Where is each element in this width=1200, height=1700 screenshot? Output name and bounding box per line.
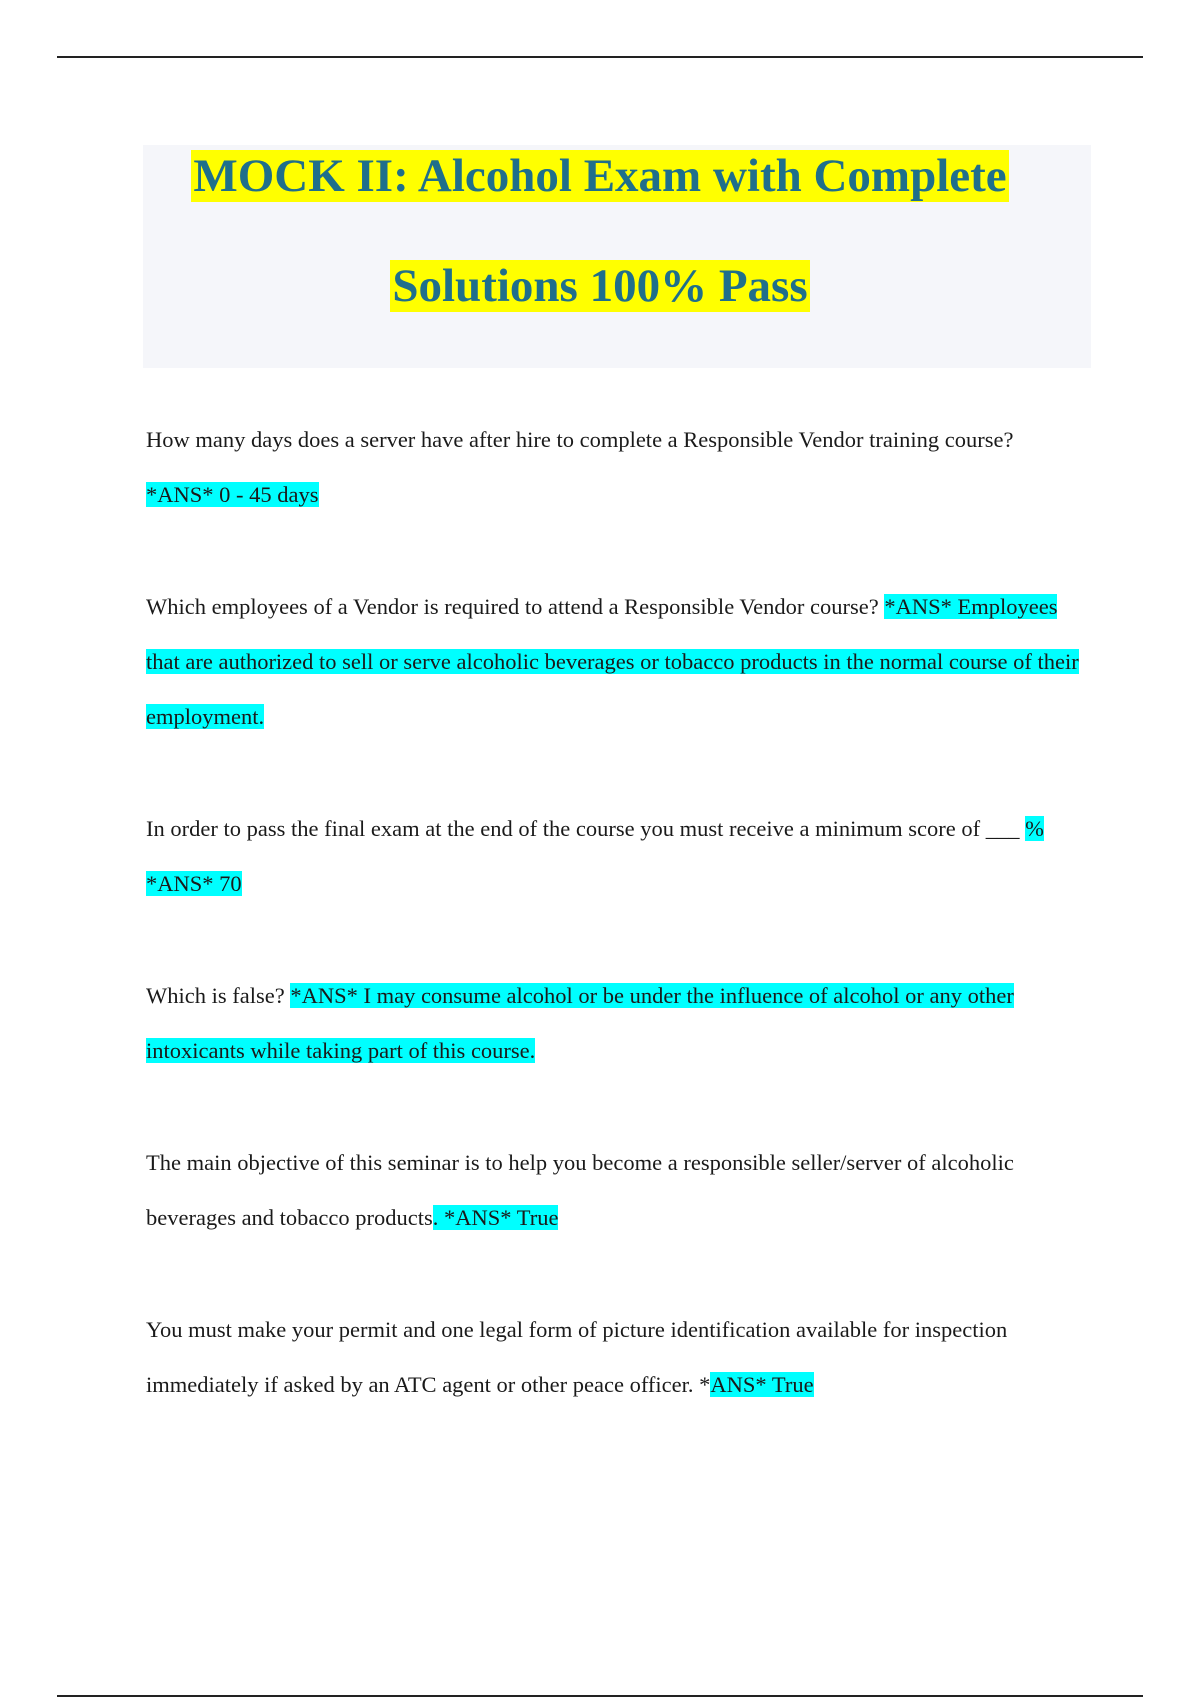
question-text: Which employees of a Vendor is required to attend a Responsible Vendor course? [146,594,885,619]
document-title-line-2: Solutions 100% Pass [392,260,808,312]
question-text: How many days does a server have after hire to complete a Responsible Vendor training course? [146,427,1014,452]
answer-text: ANS* True [710,1372,814,1397]
bottom-rule [57,1695,1143,1697]
qa-item-2 [146,579,1096,744]
question-text: Which is false? [146,983,291,1008]
top-rule [57,56,1143,58]
qa-item-4 [146,968,1096,1078]
document-title-line-1: MOCK II: Alcohol Exam with Complete [193,150,1007,202]
answer-text: . *ANS* True [432,1205,559,1230]
answer-text: *ANS* 0 - 45 days [146,482,319,507]
question-text: In order to pass the final exam at the end of the course you must receive a minimum score of ___ [146,816,1026,841]
qa-item-5 [146,1135,1096,1245]
answer-text: % *ANS* 70 [146,816,1044,896]
qa-item-3 [146,801,1096,911]
question-text: You must make your permit and one legal form of picture identification available for inspection immediately if asked by an ATC agent or other peace officer. * [146,1317,1008,1397]
answer-text: *ANS* Employees that are authorized to sell or serve alcoholic beverages or tobacco products in the normal course of their employment. [146,594,1079,729]
question-text: The main objective of this seminar is to help you become a responsible seller/server of alcoholic beverages and tobacco products [146,1150,1014,1230]
qa-item-1 [146,412,1096,522]
answer-text: *ANS* I may consume alcohol or be under the influence of alcohol or any other intoxicants while taking part of this course. [146,983,1014,1063]
qa-item-6 [146,1302,1096,1412]
